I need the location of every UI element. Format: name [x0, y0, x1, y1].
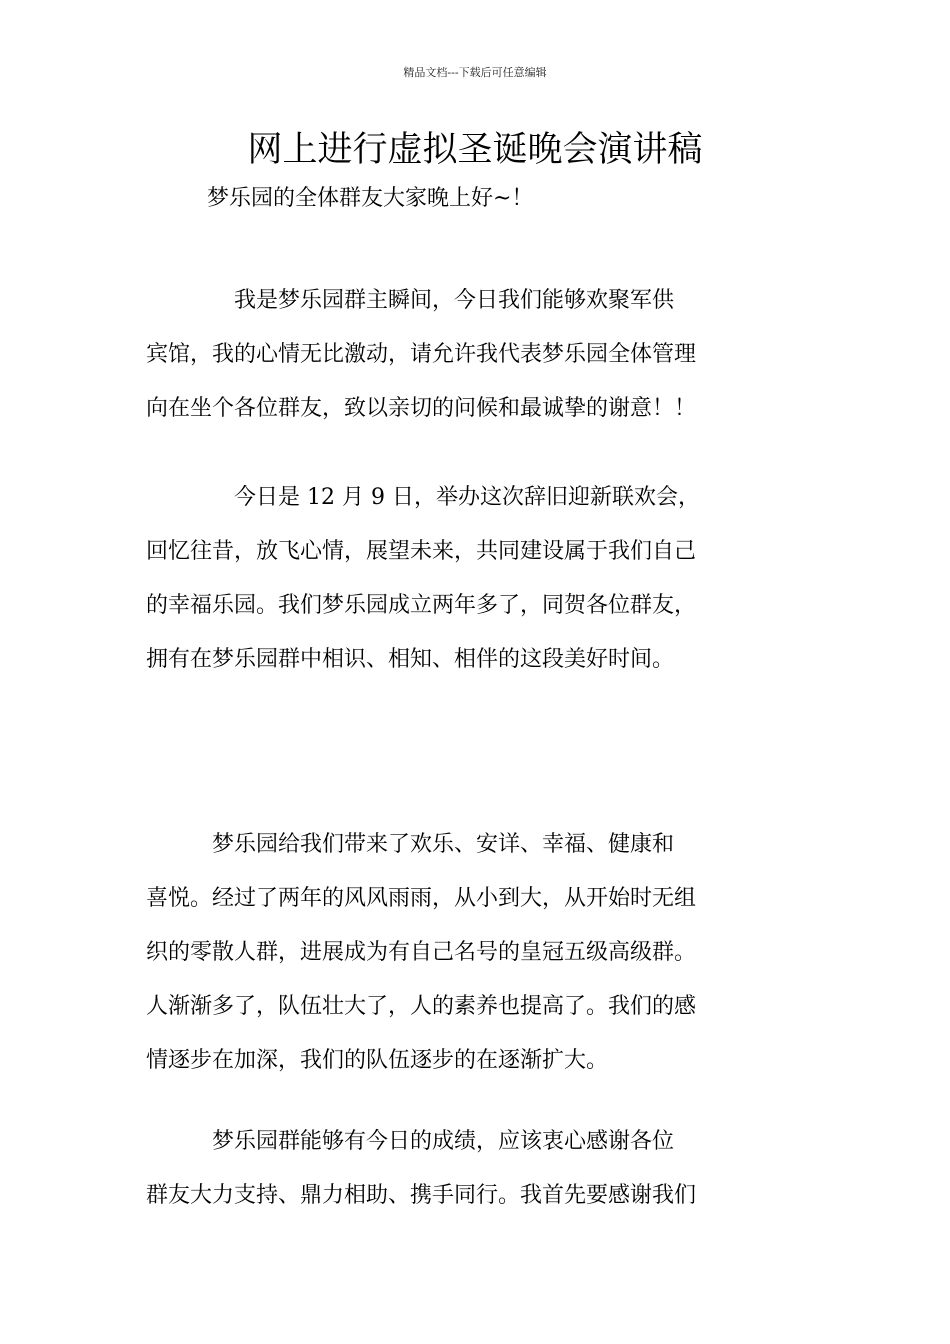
paragraph-line: 喜悦。经过了两年的风风雨雨，从小到大，从开始时无组	[146, 886, 697, 911]
paragraph-line: 人渐渐多了，队伍壮大了，人的素养也提高了。我们的感	[146, 994, 697, 1019]
paragraph-line: 我是梦乐园群主瞬间，今日我们能够欢聚军供	[146, 288, 675, 313]
paragraph	[146, 471, 806, 687]
page-header-note: 精品文档---下载后可任意编辑	[403, 66, 547, 79]
paragraph-line: 拥有在梦乐园群中相识、相知、相伴的这段美好时间。	[146, 647, 675, 672]
paragraph	[146, 274, 806, 436]
greeting-line: 梦乐园的全体群友大家晚上好~！	[207, 186, 534, 211]
paragraph-line: 今日是 12 月 9 日，举办这次辞旧迎新联欢会，	[146, 485, 700, 510]
paragraph	[146, 818, 806, 1088]
paragraph-line: 宾馆，我的心情无比激动，请允许我代表梦乐园全体管理	[146, 342, 697, 367]
paragraph-line: 织的零散人群，进展成为有自己名号的皇冠五级高级群。	[146, 940, 697, 965]
paragraph-line: 梦乐园群能够有今日的成绩，应该衷心感谢各位	[146, 1129, 675, 1154]
paragraph	[146, 1115, 806, 1223]
paragraph-line: 回忆往昔，放飞心情，展望未来，共同建设属于我们自己	[146, 539, 697, 564]
paragraph-line: 梦乐园给我们带来了欢乐、安详、幸福、健康和	[146, 832, 675, 857]
paragraph-line: 向在坐个各位群友，致以亲切的问候和最诚挚的谢意！！	[146, 396, 697, 421]
paragraph-line: 情逐步在加深，我们的队伍逐步的在逐渐扩大。	[146, 1048, 609, 1073]
paragraph-line: 群友大力支持、鼎力相助、携手同行。我首先要感谢我们	[146, 1183, 697, 1208]
paragraph-line: 的幸福乐园。我们梦乐园成立两年多了，同贺各位群友，	[146, 593, 697, 618]
document-title: 网上进行虚拟圣诞晚会演讲稿	[247, 130, 703, 170]
